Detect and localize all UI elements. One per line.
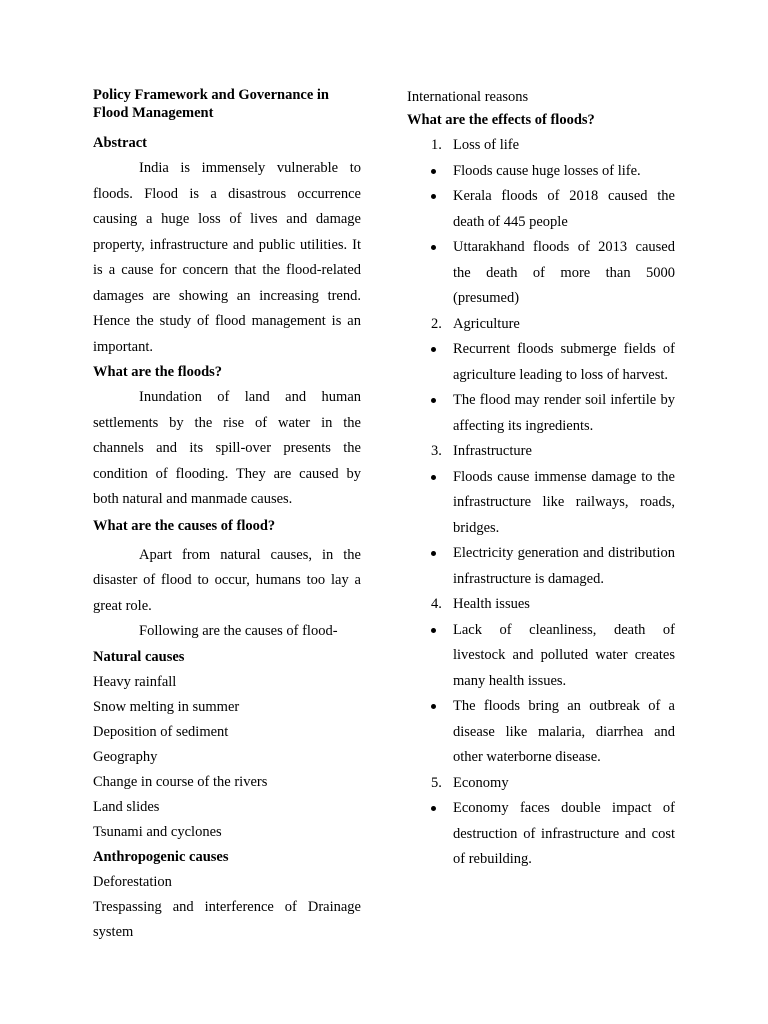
bullet-item: Economy faces double impact of destruction of infrastructure and cost of rebuilding. — [407, 796, 675, 873]
bullet-item: Floods cause immense damage to the infrastructure like railways, roads, bridges. — [407, 465, 675, 542]
abstract-heading: Abstract — [93, 135, 147, 151]
causes-text: Apart from natural causes, in the disaster of flood to occur, humans too lay a great role. — [93, 546, 361, 614]
natural-causes-list — [93, 670, 361, 845]
item-number: 4. — [431, 596, 442, 612]
bullet-icon — [431, 194, 436, 199]
item-label: Loss of life — [453, 137, 520, 153]
bullet-item: Uttarakhand floods of 2013 caused the death of more than 5000 (presumed) — [407, 235, 675, 312]
item-number: 3. — [431, 443, 442, 459]
bullet-item: The flood may render soil infertile by affecting its ingredients. — [407, 388, 675, 439]
bullet-icon — [431, 347, 436, 352]
effects-list — [407, 133, 675, 873]
bullet-item: Recurrent floods submerge fields of agriculture leading to loss of harvest. — [407, 337, 675, 388]
item-number: 5. — [431, 774, 442, 791]
bullet-icon — [431, 806, 436, 811]
bullet-icon — [431, 245, 436, 250]
list-item: Change in course of the rivers — [93, 773, 268, 790]
bullet-item: Lack of cleanliness, death of livestock and polluted water creates many health issues. — [407, 618, 675, 695]
bullet-item: Electricity generation and distribution infrastructure is damaged. — [407, 541, 675, 592]
item-label: Agriculture — [453, 315, 520, 332]
list-item: Deforestation — [93, 873, 172, 890]
floods-heading: What are the floods? — [93, 364, 223, 380]
floods-text: Inundation of land and human settlements by the rise of water in the channels and its spill-over presents the condition of flooding. They are caused by both natural and manmade causes. — [93, 389, 361, 507]
item-number: 2. — [431, 315, 442, 332]
causes-heading: What are the causes of flood? — [93, 517, 276, 534]
anthropogenic-causes-heading: Anthropogenic causes — [93, 848, 229, 865]
numbered-item — [407, 592, 675, 618]
bullet-item: Floods cause huge losses of life. — [407, 159, 675, 185]
abstract-text: India is immensely vulnerable to floods. Flood is a disastrous occurrence causing a huge loss of lives and damage property, infrastructure and public utilities. It is a cause for concern that the flood-related damages are showing an increasing trend. Hence the study of flood management is an important. — [93, 160, 361, 355]
numbered-item — [407, 133, 675, 159]
causes-intro: Following are the causes of flood- — [139, 623, 338, 639]
numbered-item — [407, 771, 675, 797]
list-item: Geography — [93, 748, 158, 765]
natural-causes-heading: Natural causes — [93, 648, 185, 665]
list-item: Tsunami and cyclones — [93, 823, 222, 840]
bullet-icon — [431, 169, 436, 174]
item-label: Economy — [453, 774, 509, 791]
list-item: Trespassing and interference of Drainage system — [93, 898, 361, 940]
numbered-item — [407, 439, 675, 465]
list-item: Heavy rainfall — [93, 673, 177, 690]
bullet-item: The floods bring an outbreak of a disease like malaria, diarrhea and other waterborne disease. — [407, 694, 675, 771]
document-title: Policy Framework and Governance in Flood Management — [93, 87, 330, 121]
item-number: 1. — [431, 137, 442, 153]
bullet-item: Kerala floods of 2018 caused the death of 445 people — [407, 184, 675, 235]
left-column — [93, 86, 361, 945]
effects-heading: What are the effects of floods? — [407, 112, 595, 128]
bullet-icon — [431, 551, 436, 556]
bullet-icon — [431, 475, 436, 480]
item-label: Infrastructure — [453, 443, 532, 459]
item-label: Health issues — [453, 596, 530, 612]
numbered-item — [407, 312, 675, 338]
bullet-icon — [431, 628, 436, 633]
international-reasons: International reasons — [407, 89, 529, 105]
list-item: Snow melting in summer — [93, 698, 240, 715]
bullet-icon — [431, 398, 436, 403]
right-column — [407, 86, 675, 873]
list-item: Land slides — [93, 798, 160, 815]
bullet-icon — [431, 704, 436, 709]
list-item: Deposition of sediment — [93, 723, 229, 740]
